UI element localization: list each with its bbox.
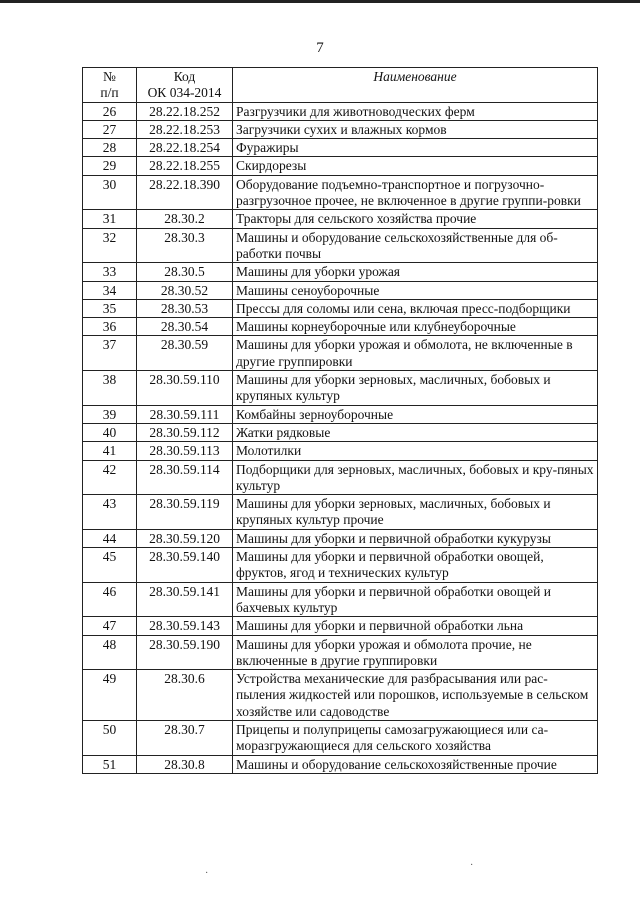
table-row — [83, 120, 598, 138]
row-name: Прицепы и полуприцепы самозагружающиеся или са-моразгружающиеся для сельского хозяйства — [233, 720, 598, 755]
row-number: 26 — [83, 102, 137, 120]
row-number: 44 — [83, 529, 137, 547]
row-name: Молотилки — [233, 442, 598, 460]
table-row — [83, 281, 598, 299]
row-number: 48 — [83, 635, 137, 670]
row-number: 38 — [83, 371, 137, 406]
row-number: 41 — [83, 442, 137, 460]
row-number: 31 — [83, 210, 137, 228]
table-row — [83, 423, 598, 441]
classifier-table — [82, 67, 598, 774]
table-row — [83, 755, 598, 773]
row-name: Машины и оборудование сельскохозяйственные для об-работки почвы — [233, 228, 598, 263]
table-row — [83, 318, 598, 336]
table-row — [83, 210, 598, 228]
row-name: Машины для уборки зерновых, масличных, бобовых и крупяных культур прочие — [233, 495, 598, 530]
row-number: 43 — [83, 495, 137, 530]
row-name: Подборщики для зерновых, масличных, бобовых и кру-пяных культур — [233, 460, 598, 495]
row-name: Фуражиры — [233, 139, 598, 157]
row-name: Тракторы для сельского хозяйства прочие — [233, 210, 598, 228]
row-code: 28.30.52 — [137, 281, 233, 299]
table-row — [83, 263, 598, 281]
table-row — [83, 157, 598, 175]
row-name: Машины для уборки и первичной обработки льна — [233, 617, 598, 635]
row-number: 37 — [83, 336, 137, 371]
row-code: 28.30.59.113 — [137, 442, 233, 460]
table-row — [83, 635, 598, 670]
row-name: Машины корнеуборочные или клубнеуборочные — [233, 318, 598, 336]
row-code: 28.30.59.112 — [137, 423, 233, 441]
header-number: № п/п — [83, 68, 137, 103]
row-name: Скирдорезы — [233, 157, 598, 175]
row-number: 45 — [83, 548, 137, 583]
row-number: 42 — [83, 460, 137, 495]
header-name: Наименование — [233, 68, 598, 103]
row-code: 28.22.18.254 — [137, 139, 233, 157]
row-code: 28.30.7 — [137, 720, 233, 755]
row-code: 28.30.8 — [137, 755, 233, 773]
row-name: Машины сеноуборочные — [233, 281, 598, 299]
table-row — [83, 442, 598, 460]
row-number: 40 — [83, 423, 137, 441]
row-code: 28.30.59.114 — [137, 460, 233, 495]
table-row — [83, 582, 598, 617]
row-number: 30 — [83, 175, 137, 210]
table-row — [83, 529, 598, 547]
row-name: Машины для уборки и первичной обработки кукурузы — [233, 529, 598, 547]
row-number: 51 — [83, 755, 137, 773]
row-code: 28.30.53 — [137, 299, 233, 317]
row-code: 28.30.59.140 — [137, 548, 233, 583]
row-code: 28.30.59.110 — [137, 371, 233, 406]
row-code: 28.30.59.120 — [137, 529, 233, 547]
row-code: 28.22.18.253 — [137, 120, 233, 138]
row-code: 28.30.6 — [137, 670, 233, 721]
table-row — [83, 139, 598, 157]
header-code: Код ОК 034-2014 — [137, 68, 233, 103]
table-header-row — [83, 68, 598, 103]
row-number: 29 — [83, 157, 137, 175]
table-row — [83, 460, 598, 495]
row-number: 47 — [83, 617, 137, 635]
table-row — [83, 102, 598, 120]
row-code: 28.30.59.190 — [137, 635, 233, 670]
row-number: 33 — [83, 263, 137, 281]
table-row — [83, 720, 598, 755]
table-row — [83, 336, 598, 371]
row-name: Машины для уборки и первичной обработки овощей, фруктов, ягод и технических культур — [233, 548, 598, 583]
row-name: Оборудование подъемно-транспортное и погрузочно-разгрузочное прочее, не включенное в другие группи-ровки — [233, 175, 598, 210]
row-code: 28.30.59.143 — [137, 617, 233, 635]
table-row — [83, 548, 598, 583]
row-name: Комбайны зерноуборочные — [233, 405, 598, 423]
row-number: 34 — [83, 281, 137, 299]
row-code: 28.30.54 — [137, 318, 233, 336]
row-name: Жатки рядковые — [233, 423, 598, 441]
table-row — [83, 175, 598, 210]
row-number: 28 — [83, 139, 137, 157]
row-code: 28.30.59 — [137, 336, 233, 371]
row-code: 28.30.59.141 — [137, 582, 233, 617]
table-row — [83, 371, 598, 406]
row-number: 50 — [83, 720, 137, 755]
row-name: Машины для уборки зерновых, масличных, бобовых и крупяных культур — [233, 371, 598, 406]
row-code: 28.30.2 — [137, 210, 233, 228]
row-number: 46 — [83, 582, 137, 617]
table-row — [83, 617, 598, 635]
scan-speck: · — [470, 860, 474, 871]
row-number: 27 — [83, 120, 137, 138]
row-number: 32 — [83, 228, 137, 263]
table-row — [83, 405, 598, 423]
row-name: Машины для уборки урожая и обмолота прочие, не включенные в другие группировки — [233, 635, 598, 670]
row-code: 28.22.18.390 — [137, 175, 233, 210]
row-number: 36 — [83, 318, 137, 336]
row-name: Машины для уборки урожая и обмолота, не включенные в другие группировки — [233, 336, 598, 371]
row-name: Прессы для соломы или сена, включая пресс-подборщики — [233, 299, 598, 317]
row-number: 35 — [83, 299, 137, 317]
scan-speck: · — [205, 868, 209, 879]
row-code: 28.30.59.111 — [137, 405, 233, 423]
table-body — [83, 102, 598, 773]
row-code: 28.30.5 — [137, 263, 233, 281]
row-name: Устройства механические для разбрасывания или рас-пыления жидкостей или порошков, используемые в сельском хозяйстве или садоводстве — [233, 670, 598, 721]
row-number: 49 — [83, 670, 137, 721]
row-name: Загрузчики сухих и влажных кормов — [233, 120, 598, 138]
table-row — [83, 228, 598, 263]
top-rule — [0, 0, 640, 3]
page-number: 7 — [316, 40, 324, 56]
row-name: Машины и оборудование сельскохозяйственные прочие — [233, 755, 598, 773]
row-code: 28.30.3 — [137, 228, 233, 263]
row-name: Разгрузчики для животноводческих ферм — [233, 102, 598, 120]
table-row — [83, 495, 598, 530]
row-name: Машины для уборки урожая — [233, 263, 598, 281]
row-name: Машины для уборки и первичной обработки овощей и бахчевых культур — [233, 582, 598, 617]
row-code: 28.22.18.252 — [137, 102, 233, 120]
table-row — [83, 670, 598, 721]
row-code: 28.30.59.119 — [137, 495, 233, 530]
table-row — [83, 299, 598, 317]
row-code: 28.22.18.255 — [137, 157, 233, 175]
row-number: 39 — [83, 405, 137, 423]
